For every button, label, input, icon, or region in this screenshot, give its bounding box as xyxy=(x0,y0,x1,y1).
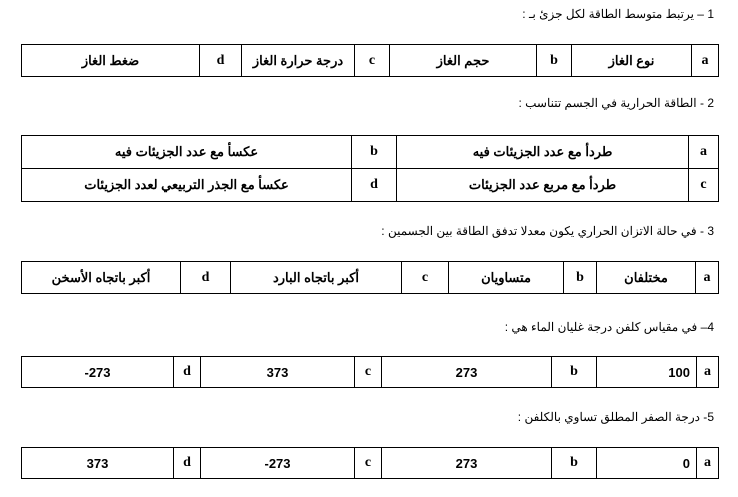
q2-option-a-text[interactable]: طردأ مع عدد الجزيئات فيه xyxy=(397,136,689,169)
q3-option-d-text[interactable]: أكبر باتجاه الأسخن xyxy=(22,262,181,294)
q5-option-c-letter[interactable]: c xyxy=(355,448,382,479)
q2-option-d-text[interactable]: عكسأ مع الجذر التربيعي لعدد الجزيئات xyxy=(22,169,352,202)
question-5-options xyxy=(21,447,719,479)
q1-option-b-text[interactable]: حجم الغاز xyxy=(390,45,537,77)
q5-option-b-letter[interactable]: b xyxy=(552,448,597,479)
q4-option-c-text[interactable]: 373 xyxy=(201,357,355,388)
question-4-options xyxy=(21,356,719,388)
q3-option-a-text[interactable]: مختلفان xyxy=(597,262,696,294)
q1-option-d-letter[interactable]: d xyxy=(200,45,242,77)
q2-option-b-text[interactable]: عكسأ مع عدد الجزيئات فيه xyxy=(22,136,352,169)
q1-option-c-text[interactable]: درجة حرارة الغاز xyxy=(242,45,355,77)
q4-option-a-text[interactable]: 100 xyxy=(597,357,697,388)
q4-option-b-letter[interactable]: b xyxy=(552,357,597,388)
q4-option-a-letter[interactable]: a xyxy=(697,357,719,388)
q1-option-a-letter[interactable]: a xyxy=(692,45,719,77)
question-1-options xyxy=(21,44,719,77)
question-3-text: 3 - في حالة الاتزان الحراري يكون معدلا تدفق الطاقة بين الجسمين : xyxy=(381,224,714,238)
question-4-text: 4– في مقياس كلفن درجة غليان الماء هي : xyxy=(504,320,714,334)
q5-option-d-text[interactable]: 373 xyxy=(22,448,174,479)
question-2-text: 2 - الطاقة الحرارية في الجسم تتناسب : xyxy=(518,96,714,110)
q4-option-d-text[interactable]: -273 xyxy=(22,357,174,388)
q5-option-c-text[interactable]: -273 xyxy=(201,448,355,479)
question-2-options xyxy=(21,135,719,202)
q5-option-a-text[interactable]: 0 xyxy=(597,448,697,479)
q2-option-b-letter[interactable]: b xyxy=(352,136,397,169)
question-1-text: 1 – يرتبط متوسط الطاقة لكل جزئ بـ : xyxy=(522,7,714,21)
q2-option-c-letter[interactable]: c xyxy=(689,169,719,202)
q3-option-c-letter[interactable]: c xyxy=(402,262,449,294)
q1-option-b-letter[interactable]: b xyxy=(537,45,572,77)
q3-option-c-text[interactable]: أكبر باتجاه البارد xyxy=(231,262,402,294)
q2-option-a-letter[interactable]: a xyxy=(689,136,719,169)
q5-option-a-letter[interactable]: a xyxy=(697,448,719,479)
q4-option-b-text[interactable]: 273 xyxy=(382,357,552,388)
q3-option-b-letter[interactable]: b xyxy=(564,262,597,294)
q4-option-c-letter[interactable]: c xyxy=(355,357,382,388)
q5-option-b-text[interactable]: 273 xyxy=(382,448,552,479)
q3-option-a-letter[interactable]: a xyxy=(696,262,719,294)
q2-option-c-text[interactable]: طردأ مع مربع عدد الجزيئات xyxy=(397,169,689,202)
q3-option-b-text[interactable]: متساويان xyxy=(449,262,564,294)
q5-option-d-letter[interactable]: d xyxy=(174,448,201,479)
q4-option-d-letter[interactable]: d xyxy=(174,357,201,388)
q1-option-c-letter[interactable]: c xyxy=(355,45,390,77)
question-3-options xyxy=(21,261,719,294)
q2-option-d-letter[interactable]: d xyxy=(352,169,397,202)
question-5-text: 5- درجة الصفر المطلق تساوي بالكلفن : xyxy=(517,410,714,424)
q1-option-d-text[interactable]: ضغط الغاز xyxy=(22,45,200,77)
q3-option-d-letter[interactable]: d xyxy=(181,262,231,294)
q1-option-a-text[interactable]: نوع الغاز xyxy=(572,45,692,77)
